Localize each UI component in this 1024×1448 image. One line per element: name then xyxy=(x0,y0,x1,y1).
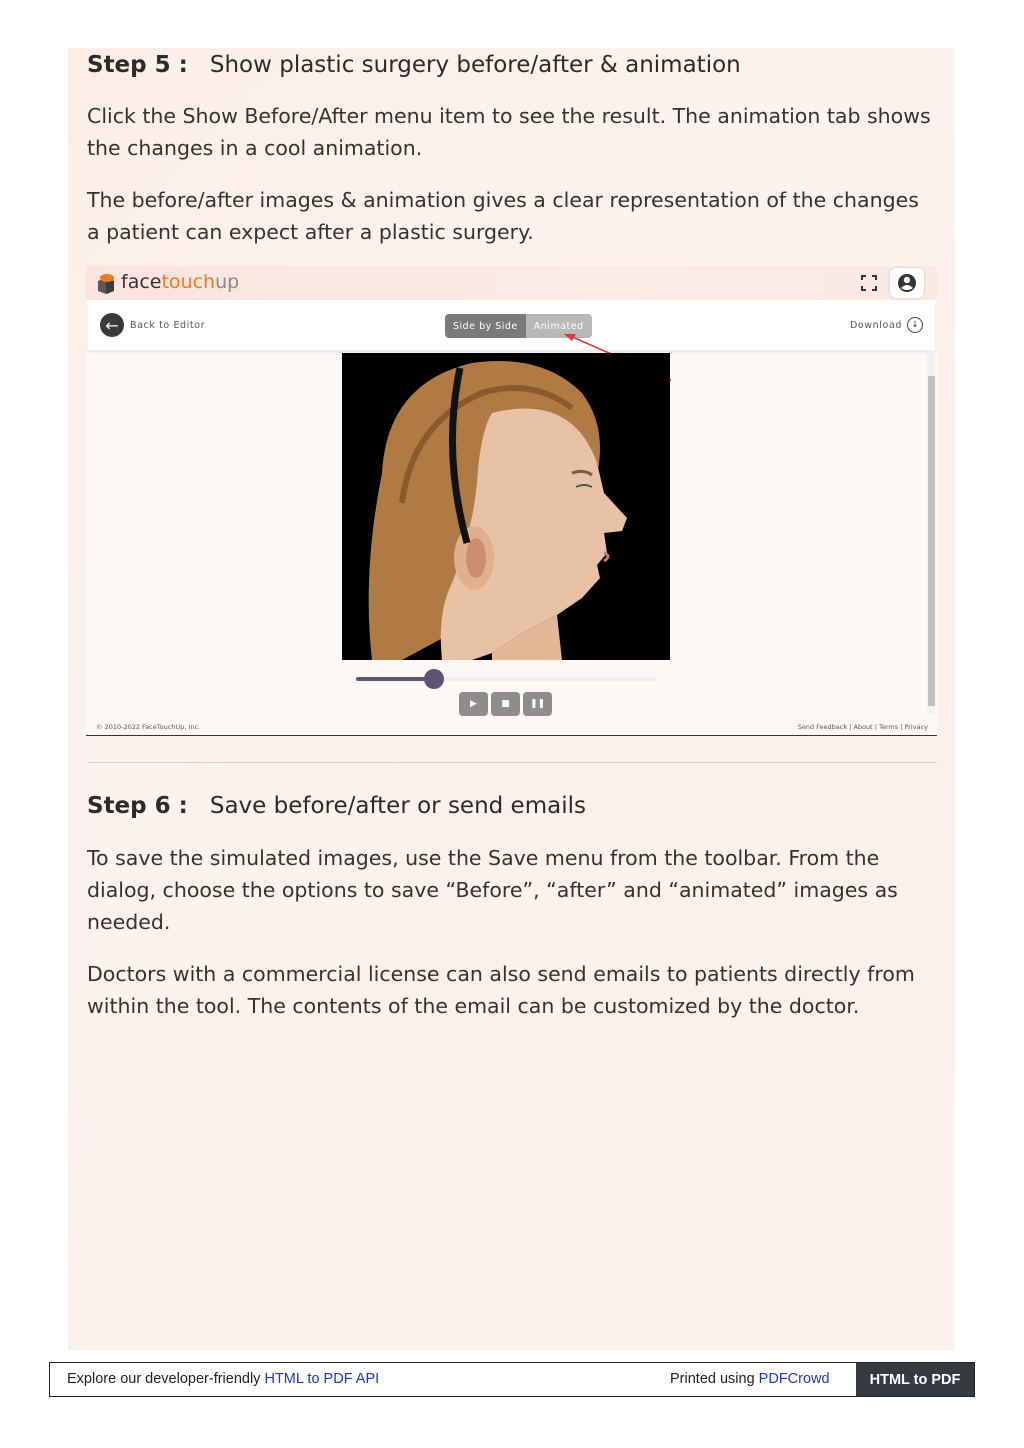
play-button[interactable] xyxy=(459,692,488,716)
play-icon: ▶ xyxy=(470,699,477,709)
step5-paragraph-2: The before/after images & animation gives a clear representation of the changes a patient can expect after a plastic surgery. xyxy=(87,188,919,244)
face-profile-image xyxy=(342,353,670,660)
pdfcrowd-left-text xyxy=(67,1371,379,1387)
explore-text: Explore our developer-friendly xyxy=(67,1371,265,1387)
app-screenshot xyxy=(86,266,937,736)
back-to-editor-button[interactable] xyxy=(100,313,205,337)
printed-using-text: Printed using xyxy=(670,1371,759,1387)
logo-up: up xyxy=(215,271,240,293)
user-account-button[interactable] xyxy=(890,268,924,298)
arrow-left-icon: ← xyxy=(100,313,124,337)
facetouchup-logo-icon xyxy=(96,273,116,295)
pause-button[interactable] xyxy=(523,692,552,716)
logo-touch: touch xyxy=(161,271,216,293)
app-copyright: © 2010-2022 FaceTouchUp, Inc. xyxy=(96,723,201,731)
section-divider xyxy=(87,762,937,763)
download-label: Download xyxy=(849,319,902,331)
animation-slider-fill xyxy=(356,677,434,681)
step5-title: Show plastic surgery before/after & animation xyxy=(209,52,741,78)
step6-heading xyxy=(87,793,586,819)
download-icon: ↓ xyxy=(907,317,923,333)
step5-label: Step 5 : xyxy=(87,52,188,78)
step6-paragraph-2: Doctors with a commercial license can also send emails to patients directly from within the tool. The contents of the email can be customized by the doctor. xyxy=(87,962,915,1018)
step6-paragraph-1: To save the simulated images, use the Save menu from the toolbar. From the dialog, choose the options to save “Before”, “after” and “animated” images as needed. xyxy=(87,846,898,934)
app-logo-text xyxy=(121,271,239,293)
fullscreen-icon[interactable] xyxy=(860,274,878,292)
logo-face: face xyxy=(121,271,162,293)
back-to-editor-label: Back to Editor xyxy=(130,319,206,331)
pdfcrowd-link[interactable]: PDFCrowd xyxy=(758,1371,830,1387)
stop-icon: ■ xyxy=(501,699,510,709)
animated-face-image xyxy=(342,353,670,660)
html-to-pdf-api-link[interactable]: HTML to PDF API xyxy=(264,1371,380,1387)
playback-controls xyxy=(459,692,552,716)
stop-button[interactable] xyxy=(491,692,520,716)
scrollbar-thumb[interactable] xyxy=(928,376,935,706)
user-icon xyxy=(890,268,924,298)
pause-icon: ❚❚ xyxy=(529,699,546,709)
step5-heading xyxy=(87,52,741,78)
html-to-pdf-button[interactable]: HTML to PDF xyxy=(856,1363,974,1396)
pdfcrowd-banner xyxy=(49,1362,975,1397)
step6-title: Save before/after or send emails xyxy=(209,793,586,819)
step6-label: Step 6 : xyxy=(87,793,188,819)
tab-animated[interactable]: Animated xyxy=(526,314,592,338)
tab-side-by-side[interactable]: Side by Side xyxy=(445,314,526,338)
step5-paragraph-1: Click the Show Before/After menu item to see the result. The animation tab shows the changes in a cool animation. xyxy=(87,104,931,160)
app-footer-links[interactable]: Send Feedback | About | Terms | Privacy xyxy=(797,723,928,731)
app-header xyxy=(86,266,937,300)
animation-slider-thumb[interactable] xyxy=(424,669,444,689)
download-button[interactable] xyxy=(850,317,923,333)
pdfcrowd-right-text xyxy=(670,1371,830,1387)
viewer-toolbar xyxy=(88,300,935,350)
screenshot-bottom-border xyxy=(86,735,937,736)
